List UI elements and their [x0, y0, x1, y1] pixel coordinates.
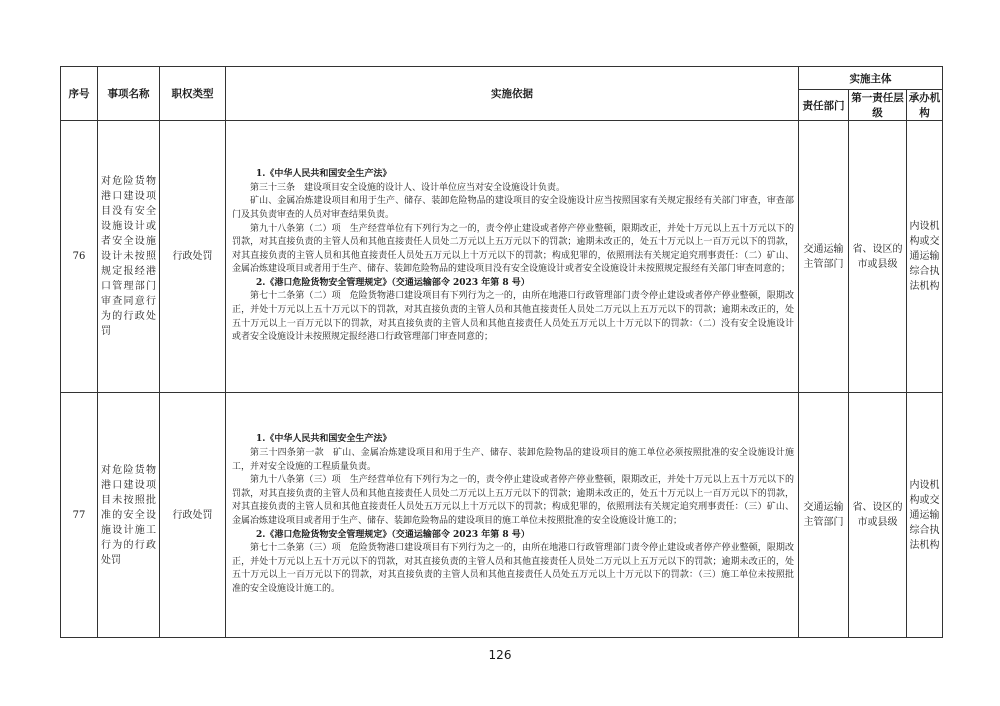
- row-level: 省、设区的市或县级: [849, 393, 907, 638]
- row-power-type: 行政处罚: [160, 393, 226, 638]
- basis-paragraph: 第七十二条第（三）项 危险货物港口建设项目有下列行为之一的，由所在地港口行政管理部门责令停止建设或者停产停业整顿，限期改正，并处十万元以上五十万元以下的罚款，对其直接负责的主管人员和其他直接责任人员处二万元以上五万元以下的罚款；逾期未改正的，处五十万元以上一百万元以下的罚款，对其直接负责的主管人员和其他直接责任人员处五万元以上十万元以下的罚款：（三）施工单位未按照批准的安全设施设计施工的。: [232, 543, 794, 594]
- header-agency: 承办机构: [907, 90, 943, 121]
- basis-paragraph: 矿山、金属冶炼建设项目和用于生产、储存、装卸危险物品的建设项目的安全设施设计应当按照国家有关规定报经有关部门审查，审查部门及其负责审查的人员对审查结果负责。: [232, 196, 794, 220]
- basis-law-title: 1.《中华人民共和国安全生产法》: [256, 434, 392, 445]
- basis-law-title: 2.《港口危险货物安全管理规定》（交通运输部令 2023 年第 8 号）: [256, 529, 530, 540]
- basis-paragraph: 第三十三条 建设项目安全设施的设计人、设计单位应当对安全设施设计负责。: [250, 182, 566, 193]
- table-row: [61, 393, 943, 638]
- row-no: 76: [61, 121, 98, 393]
- header-no: 序号: [61, 67, 98, 121]
- page-number: 126: [488, 648, 512, 662]
- header-power-type: 职权类型: [160, 67, 226, 121]
- basis-law-title: 1.《中华人民共和国安全生产法》: [256, 169, 392, 180]
- row-agency: 内设机构或交通运输综合执法机构: [907, 121, 943, 393]
- header-level: 第一责任层级: [849, 90, 907, 121]
- header-item-name: 事项名称: [98, 67, 160, 121]
- basis-paragraph: 第三十四条第一款 矿山、金属冶炼建设项目和用于生产、储存、装卸危险物品的建设项目的施工单位必须按照批准的安全设施设计施工，并对安全设施的工程质量负责。: [232, 448, 794, 472]
- row-item-name: 对危险货物港口建设项目没有安全设施设计或者安全设施设计未按照规定报经港口管理部门审查同意行为的行政处罚: [98, 121, 160, 393]
- row-level: 省、设区的市或县级: [849, 121, 907, 393]
- row-dept: 交通运输主管部门: [799, 121, 849, 393]
- row-no: 77: [61, 393, 98, 638]
- row-item-name: 对危险货物港口建设项目未按照批准的安全设施设计施工行为的行政处罚: [98, 393, 160, 638]
- row-basis: [226, 393, 799, 638]
- header-subject: 实施主体: [799, 67, 943, 90]
- basis-law-title: 2.《港口危险货物安全管理规定》（交通运输部令 2023 年第 8 号）: [256, 277, 530, 288]
- table-row: [61, 121, 943, 393]
- row-basis: [226, 121, 799, 393]
- header-dept: 责任部门: [799, 90, 849, 121]
- row-power-type: 行政处罚: [160, 121, 226, 393]
- authority-table: [60, 66, 943, 638]
- basis-paragraph: 第七十二条第（二）项 危险货物港口建设项目有下列行为之一的，由所在地港口行政管理部门责令停止建设或者停产停业整顿，限期改正，并处十万元以上五十万元以下的罚款，对其直接负责的主管人员和其他直接责任人员处二万元以上五万元以下的罚款；逾期未改正的，处五十万元以上一百万元以下的罚款，对其直接负责的主管人员和其他直接责任人员处五万元以上十万元以下的罚款：（二）没有安全设施设计或者安全设施设计未按照规定报经港口行政管理部门审查同意的；: [232, 291, 794, 343]
- header-basis: 实施依据: [226, 67, 799, 121]
- row-dept: 交通运输主管部门: [799, 393, 849, 638]
- basis-paragraph: 第九十八条第（二）项 生产经营单位有下列行为之一的，责令停止建设或者停产停业整顿，限期改正，并处十万元以上五十万元以下的罚款，对其直接负责的主管人员和其他直接责任人员处二万元以上五万元以下的罚款；逾期未改正的，处五十万元以上一百万元以下的罚款，对其直接负责的主管人员和其他直接责任人员处五万元以上十万元以下的罚款；构成犯罪的，依照刑法有关规定追究刑事责任：（二）矿山、金属冶炼建设项目或者用于生产、储存、装卸危险物品的建设项目没有安全设施设计或者安全设施设计未按照规定报经有关部门审查同意的；: [232, 223, 794, 275]
- row-agency: 内设机构或交通运输综合执法机构: [907, 393, 943, 638]
- basis-paragraph: 第九十八条第（三）项 生产经营单位有下列行为之一的，责令停止建设或者停产停业整顿，限期改正，并处十万元以上五十万元以下的罚款，对其直接负责的主管人员和其他直接责任人员处二万元以上五万元以下的罚款；逾期未改正的，处五十万元以上一百万元以下的罚款，对其直接负责的主管人员和其他直接责任人员处五万元以上十万元以下的罚款；构成犯罪的，依照刑法有关规定追究刑事责任：（三）矿山、金属冶炼建设项目或者用于生产、储存、装卸危险物品的建设项目的施工单位未按照批准的安全设施设计施工的；: [232, 475, 794, 526]
